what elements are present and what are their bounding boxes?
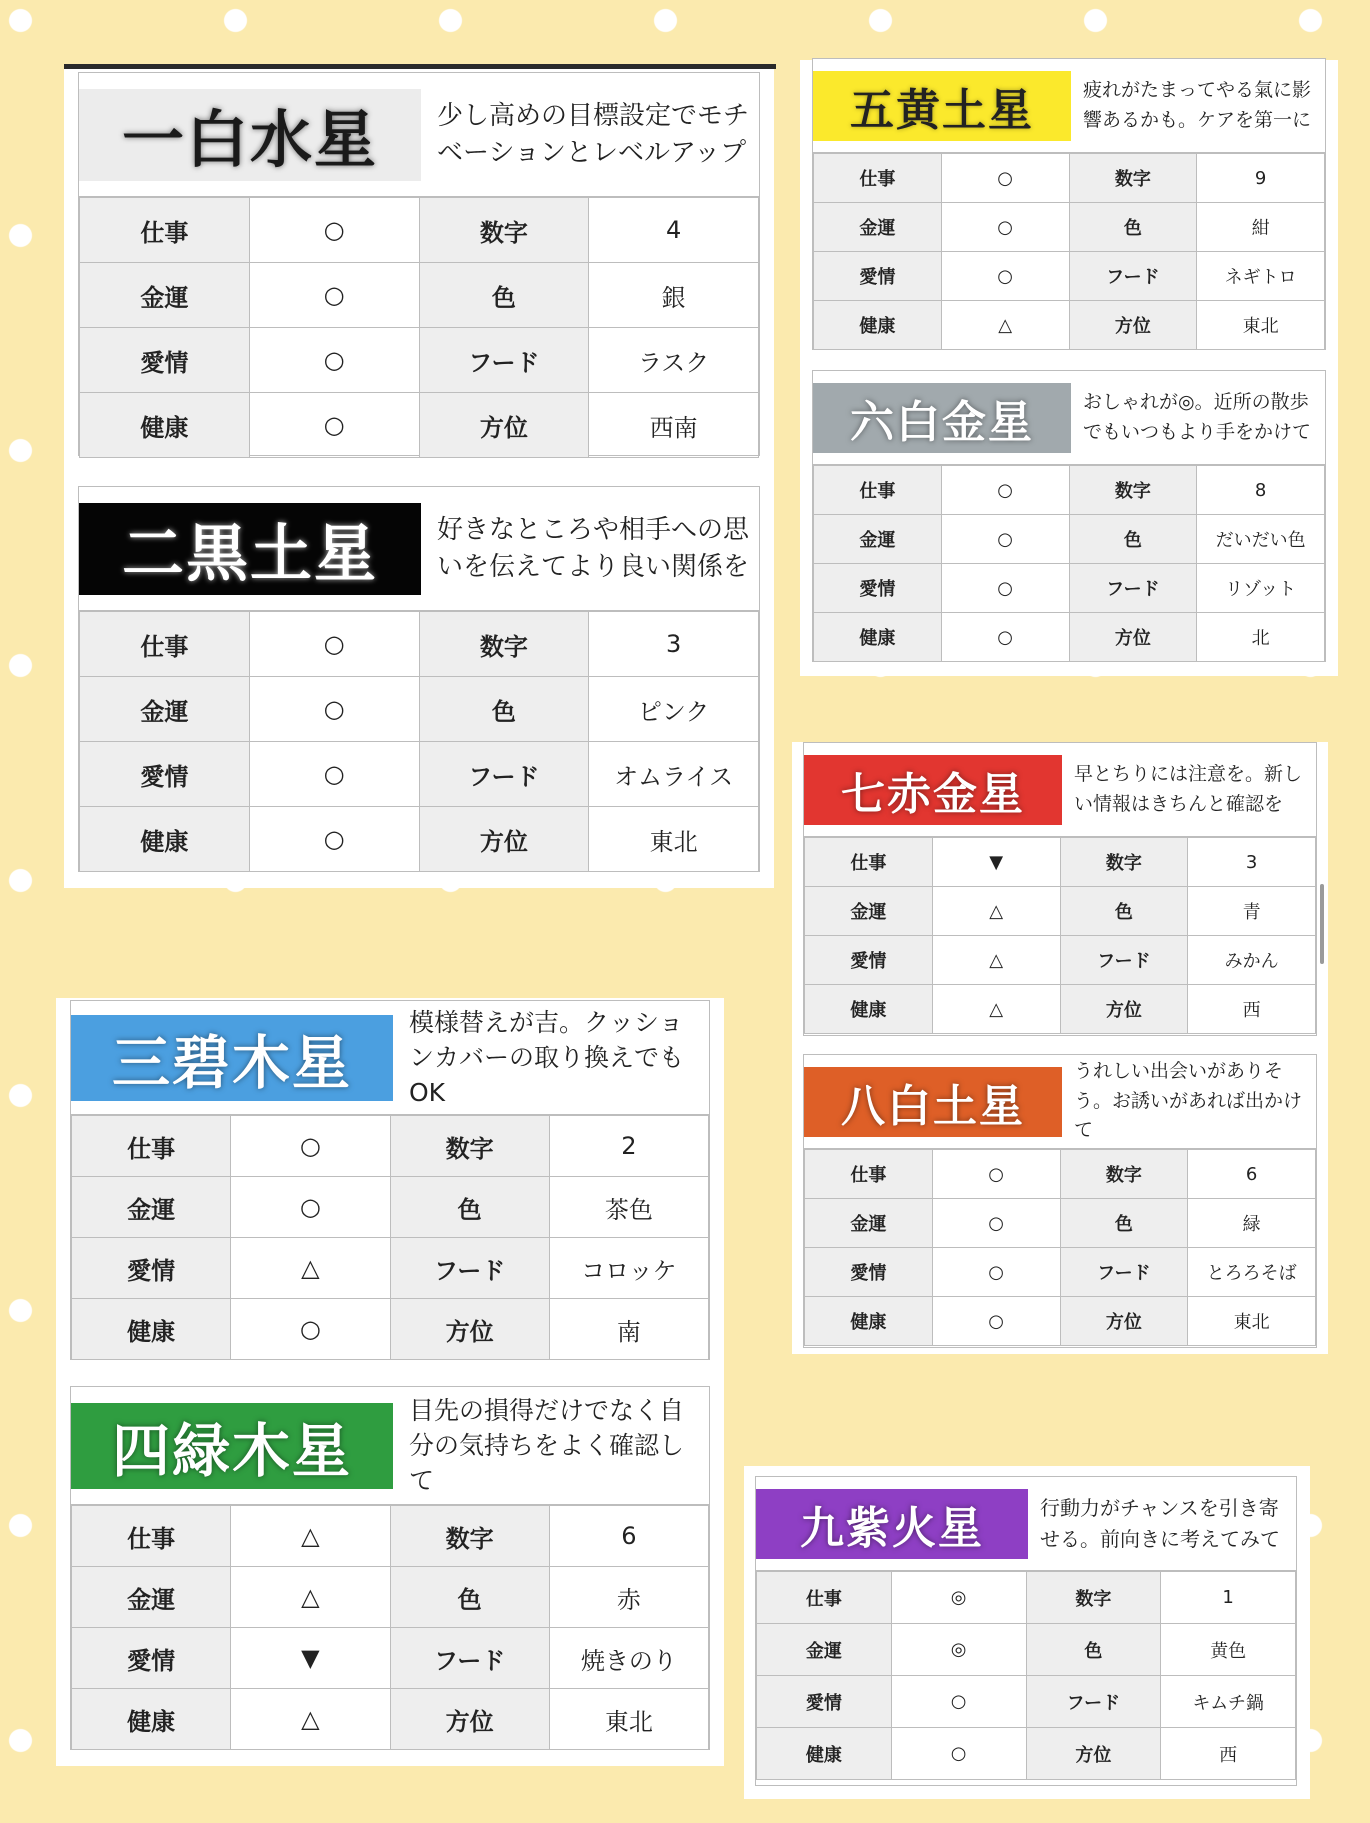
row-label: 仕事 — [757, 1572, 892, 1624]
lucky-value: ラスク — [589, 328, 759, 393]
lucky-value: 南 — [549, 1299, 708, 1360]
lucky-label: 数字 — [1060, 1150, 1188, 1199]
table-row — [814, 613, 1325, 662]
table-row — [814, 203, 1325, 252]
rating-mark: ○ — [891, 1676, 1026, 1728]
table-row — [80, 612, 759, 677]
lucky-value: 1 — [1161, 1572, 1296, 1624]
star-name-badge: 七赤金星 — [804, 755, 1062, 825]
star-card-header — [79, 73, 759, 197]
star-message: 好きなところや相手への思いを伝えてより良い関係を — [437, 515, 750, 582]
table-row — [72, 1506, 709, 1567]
lucky-value: 紺 — [1197, 203, 1325, 252]
star-name-badge: 九紫火星 — [756, 1489, 1028, 1559]
rating-mark: ○ — [941, 613, 1069, 662]
row-label: 金運 — [814, 203, 942, 252]
lucky-label: フード — [1069, 564, 1197, 613]
star-card-header — [756, 1477, 1296, 1571]
lucky-value: 黄色 — [1161, 1624, 1296, 1676]
lucky-value: 青 — [1188, 887, 1316, 936]
star-card-4 — [70, 1386, 710, 1750]
lucky-value: 銀 — [589, 263, 759, 328]
row-label: 健康 — [805, 1297, 933, 1346]
scrollbar[interactable] — [1320, 884, 1324, 964]
panel-top-border — [64, 64, 776, 69]
lucky-value: 西 — [1188, 985, 1316, 1034]
lucky-value: 4 — [589, 198, 759, 263]
star-name-badge: 二黒土星 — [79, 503, 421, 595]
lucky-value: 2 — [549, 1116, 708, 1177]
lucky-label: 数字 — [419, 198, 589, 263]
rating-mark: ○ — [932, 1199, 1060, 1248]
lucky-value: ピンク — [589, 677, 759, 742]
star-card-7 — [803, 742, 1317, 1036]
star-card-header — [813, 371, 1325, 465]
lucky-value: 西 — [1161, 1728, 1296, 1780]
row-label: 金運 — [805, 887, 933, 936]
row-label: 仕事 — [80, 612, 250, 677]
lucky-label: 方位 — [1069, 301, 1197, 350]
lucky-label: 数字 — [1069, 154, 1197, 203]
rating-mark: ○ — [231, 1116, 390, 1177]
table-row — [80, 742, 759, 807]
rating-mark: △ — [231, 1689, 390, 1750]
fortune-table — [804, 1149, 1316, 1346]
lucky-label: 方位 — [390, 1689, 549, 1750]
row-label: 健康 — [814, 613, 942, 662]
rating-mark: △ — [941, 301, 1069, 350]
table-row — [814, 466, 1325, 515]
table-row — [814, 252, 1325, 301]
star-card-8 — [803, 1054, 1317, 1348]
lucky-value: ネギトロ — [1197, 252, 1325, 301]
lucky-value: 東北 — [1188, 1297, 1316, 1346]
table-row — [805, 1150, 1316, 1199]
fortune-table — [813, 465, 1325, 662]
rating-mark: ○ — [891, 1728, 1026, 1780]
row-label: 仕事 — [72, 1116, 231, 1177]
lucky-value: 焼きのり — [549, 1628, 708, 1689]
table-row — [805, 1297, 1316, 1346]
table-row — [757, 1676, 1296, 1728]
table-row — [805, 1248, 1316, 1297]
lucky-label: フード — [390, 1628, 549, 1689]
lucky-label: フード — [390, 1238, 549, 1299]
star-message: 模様替えが吉。クッションカバーの取り換えでもOK — [409, 1008, 685, 1107]
lucky-label: フード — [1026, 1676, 1161, 1728]
row-label: 金運 — [72, 1567, 231, 1628]
lucky-label: フード — [419, 742, 589, 807]
table-row — [72, 1238, 709, 1299]
lucky-value: 東北 — [1197, 301, 1325, 350]
rating-mark: ▼ — [231, 1628, 390, 1689]
table-row — [72, 1567, 709, 1628]
row-label: 金運 — [805, 1199, 933, 1248]
rating-mark: ○ — [932, 1150, 1060, 1199]
rating-mark: △ — [932, 936, 1060, 985]
table-row — [72, 1177, 709, 1238]
lucky-label: フード — [1069, 252, 1197, 301]
table-row — [72, 1689, 709, 1750]
table-row — [80, 807, 759, 872]
rating-mark: ○ — [249, 328, 419, 393]
row-label: 愛情 — [814, 564, 942, 613]
lucky-value: 赤 — [549, 1567, 708, 1628]
table-row — [72, 1628, 709, 1689]
lucky-label: 数字 — [390, 1116, 549, 1177]
lucky-label: フード — [1060, 1248, 1188, 1297]
table-row — [80, 328, 759, 393]
table-row — [757, 1572, 1296, 1624]
row-label: 愛情 — [72, 1238, 231, 1299]
row-label: 健康 — [72, 1299, 231, 1360]
rating-mark: ○ — [249, 263, 419, 328]
row-label: 愛情 — [80, 742, 250, 807]
star-card-header — [804, 743, 1316, 837]
lucky-label: 色 — [1069, 203, 1197, 252]
table-row — [814, 154, 1325, 203]
table-row — [814, 515, 1325, 564]
lucky-value: とろろそば — [1188, 1248, 1316, 1297]
star-card-header — [813, 59, 1325, 153]
rating-mark: ○ — [249, 742, 419, 807]
star-card-header — [71, 1001, 709, 1115]
rating-mark: ▼ — [932, 838, 1060, 887]
lucky-label: 色 — [390, 1177, 549, 1238]
fortune-table — [71, 1505, 709, 1750]
rating-mark: ○ — [249, 807, 419, 872]
lucky-label: 色 — [419, 677, 589, 742]
lucky-label: フード — [1060, 936, 1188, 985]
rating-mark: ◎ — [891, 1572, 1026, 1624]
star-card-3 — [70, 1000, 710, 1360]
table-row — [80, 677, 759, 742]
row-label: 仕事 — [805, 1150, 933, 1199]
rating-mark: ○ — [932, 1248, 1060, 1297]
row-label: 金運 — [80, 263, 250, 328]
rating-mark: ○ — [941, 564, 1069, 613]
lucky-value: 6 — [549, 1506, 708, 1567]
table-row — [805, 1199, 1316, 1248]
star-card-6 — [812, 370, 1326, 662]
lucky-value: 8 — [1197, 466, 1325, 515]
lucky-label: 色 — [1060, 887, 1188, 936]
lucky-label: 方位 — [419, 393, 589, 458]
table-row — [72, 1116, 709, 1177]
star-card-header — [804, 1055, 1316, 1149]
lucky-value: 西南 — [589, 393, 759, 458]
fortune-table — [79, 611, 759, 872]
lucky-value: 緑 — [1188, 1199, 1316, 1248]
lucky-value: 3 — [1188, 838, 1316, 887]
lucky-label: 色 — [419, 263, 589, 328]
lucky-value: リゾット — [1197, 564, 1325, 613]
rating-mark: ○ — [249, 677, 419, 742]
lucky-value: 東北 — [549, 1689, 708, 1750]
lucky-label: 方位 — [390, 1299, 549, 1360]
row-label: 愛情 — [80, 328, 250, 393]
star-card-9 — [755, 1476, 1297, 1786]
rating-mark: ○ — [941, 154, 1069, 203]
row-label: 愛情 — [757, 1676, 892, 1728]
rating-mark: ○ — [249, 198, 419, 263]
row-label: 健康 — [80, 807, 250, 872]
row-label: 愛情 — [814, 252, 942, 301]
table-row — [80, 263, 759, 328]
lucky-label: 色 — [1026, 1624, 1161, 1676]
rating-mark: △ — [932, 887, 1060, 936]
star-message: おしゃれが◎。近所の散歩でもいつもより手をかけて — [1083, 391, 1312, 443]
star-name-badge: 五黄土星 — [813, 71, 1071, 141]
rating-mark: ○ — [231, 1299, 390, 1360]
lucky-value: オムライス — [589, 742, 759, 807]
table-row — [805, 838, 1316, 887]
rating-mark: ○ — [932, 1297, 1060, 1346]
rating-mark: ○ — [249, 393, 419, 458]
fortune-table — [804, 837, 1316, 1034]
row-label: 健康 — [814, 301, 942, 350]
fortune-table — [79, 197, 759, 458]
star-name-badge: 三碧木星 — [71, 1015, 393, 1101]
row-label: 健康 — [805, 985, 933, 1034]
star-card-1 — [78, 72, 760, 456]
row-label: 愛情 — [805, 1248, 933, 1297]
row-label: 仕事 — [805, 838, 933, 887]
star-card-5 — [812, 58, 1326, 350]
row-label: 愛情 — [72, 1628, 231, 1689]
star-message: 目先の損得だけでなく自分の気持ちをよく確認して — [409, 1396, 685, 1495]
table-row — [80, 198, 759, 263]
table-row — [805, 887, 1316, 936]
lucky-label: 数字 — [1026, 1572, 1161, 1624]
lucky-value: 茶色 — [549, 1177, 708, 1238]
table-row — [805, 936, 1316, 985]
lucky-label: 数字 — [1060, 838, 1188, 887]
rating-mark: ○ — [231, 1177, 390, 1238]
rating-mark: ○ — [941, 252, 1069, 301]
row-label: 仕事 — [814, 466, 942, 515]
star-message: 早とちりには注意を。新しい情報はきちんと確認を — [1074, 763, 1303, 815]
row-label: 健康 — [757, 1728, 892, 1780]
rating-mark: ○ — [249, 612, 419, 677]
table-row — [72, 1299, 709, 1360]
row-label: 金運 — [80, 677, 250, 742]
star-message: うれしい出会いがありそう。お誘いがあれば出かけて — [1074, 1060, 1303, 1142]
row-label: 健康 — [72, 1689, 231, 1750]
rating-mark: △ — [231, 1567, 390, 1628]
lucky-label: 方位 — [419, 807, 589, 872]
fortune-table — [813, 153, 1325, 350]
lucky-value: 9 — [1197, 154, 1325, 203]
lucky-label: 方位 — [1069, 613, 1197, 662]
star-message: 少し高めの目標設定でモチベーションとレベルアップ — [437, 101, 750, 168]
table-row — [805, 985, 1316, 1034]
row-label: 仕事 — [814, 154, 942, 203]
lucky-label: 色 — [1060, 1199, 1188, 1248]
star-message: 疲れがたまってやる氣に影響あるかも。ケアを第一に — [1083, 79, 1312, 131]
lucky-label: 方位 — [1026, 1728, 1161, 1780]
lucky-label: 数字 — [1069, 466, 1197, 515]
lucky-value: 3 — [589, 612, 759, 677]
star-name-badge: 四緑木星 — [71, 1403, 393, 1489]
table-row — [757, 1624, 1296, 1676]
table-row — [814, 301, 1325, 350]
rating-mark: △ — [231, 1506, 390, 1567]
rating-mark: ◎ — [891, 1624, 1026, 1676]
lucky-label: 色 — [1069, 515, 1197, 564]
table-row — [814, 564, 1325, 613]
star-name-badge: 一白水星 — [79, 89, 421, 181]
lucky-label: 数字 — [390, 1506, 549, 1567]
lucky-label: 方位 — [1060, 985, 1188, 1034]
row-label: 金運 — [72, 1177, 231, 1238]
table-row — [757, 1728, 1296, 1780]
lucky-value: コロッケ — [549, 1238, 708, 1299]
lucky-label: 方位 — [1060, 1297, 1188, 1346]
lucky-label: フード — [419, 328, 589, 393]
star-name-badge: 六白金星 — [813, 383, 1071, 453]
star-card-2 — [78, 486, 760, 872]
lucky-label: 色 — [390, 1567, 549, 1628]
rating-mark: △ — [231, 1238, 390, 1299]
star-card-header — [79, 487, 759, 611]
lucky-value: みかん — [1188, 936, 1316, 985]
star-card-header — [71, 1387, 709, 1505]
rating-mark: ○ — [941, 466, 1069, 515]
row-label: 金運 — [814, 515, 942, 564]
fortune-table — [71, 1115, 709, 1360]
rating-mark: △ — [932, 985, 1060, 1034]
lucky-value: だいだい色 — [1197, 515, 1325, 564]
lucky-value: 北 — [1197, 613, 1325, 662]
row-label: 金運 — [757, 1624, 892, 1676]
rating-mark: ○ — [941, 203, 1069, 252]
rating-mark: ○ — [941, 515, 1069, 564]
lucky-value: 東北 — [589, 807, 759, 872]
star-name-badge: 八白土星 — [804, 1067, 1062, 1137]
row-label: 健康 — [80, 393, 250, 458]
lucky-label: 数字 — [419, 612, 589, 677]
row-label: 仕事 — [80, 198, 250, 263]
row-label: 仕事 — [72, 1506, 231, 1567]
lucky-value: 6 — [1188, 1150, 1316, 1199]
star-message: 行動力がチャンスを引き寄せる。前向きに考えてみて — [1040, 1495, 1280, 1551]
row-label: 愛情 — [805, 936, 933, 985]
lucky-value: キムチ鍋 — [1161, 1676, 1296, 1728]
table-row — [80, 393, 759, 458]
fortune-table — [756, 1571, 1296, 1780]
